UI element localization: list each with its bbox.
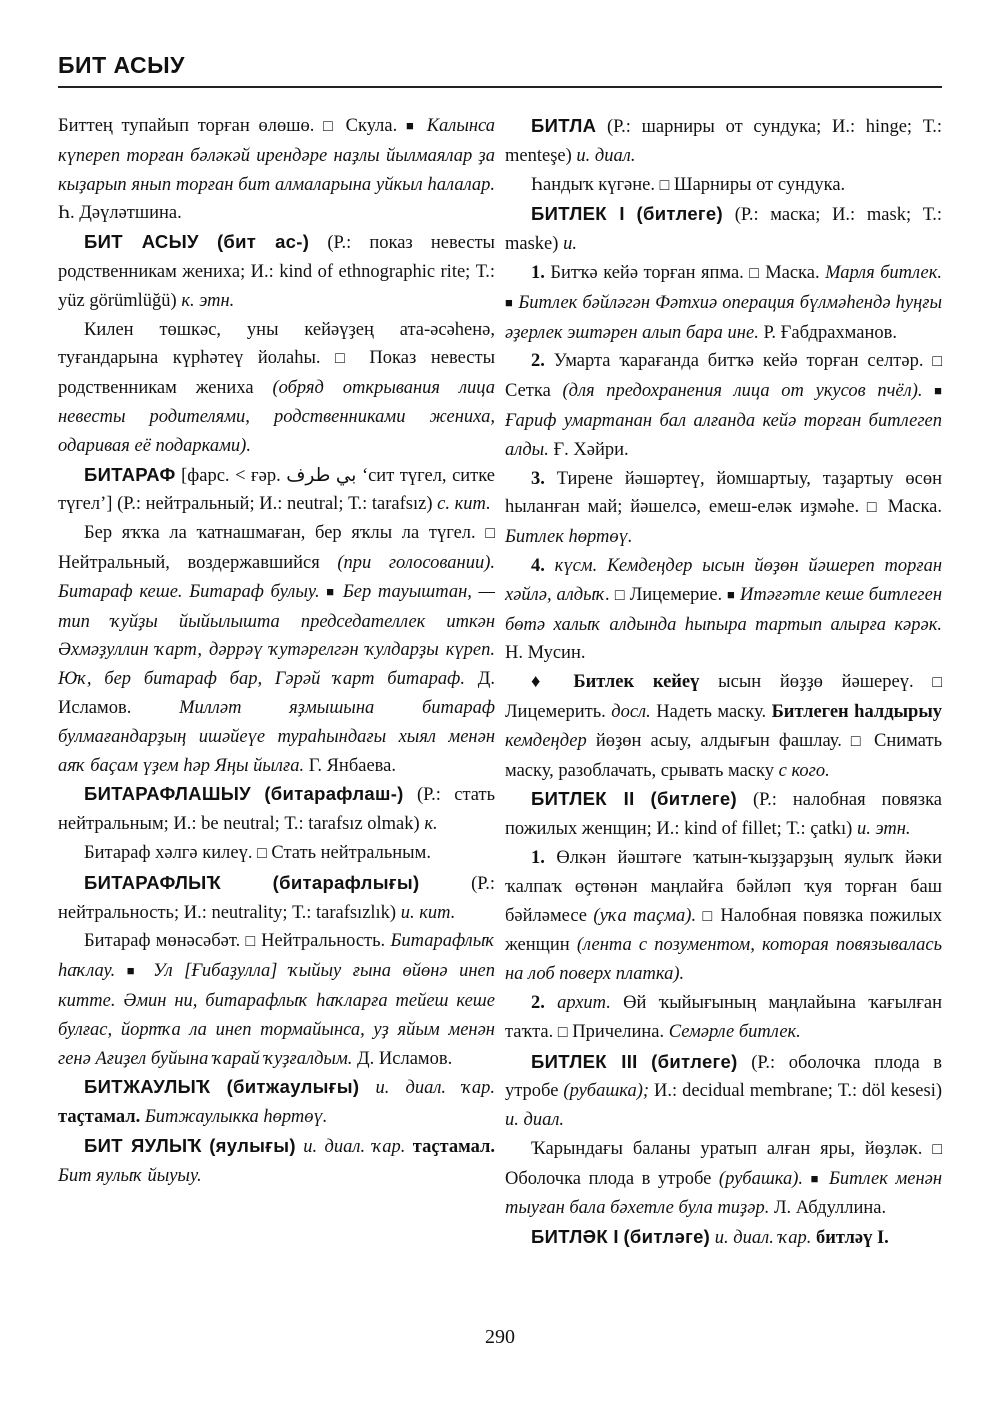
entry-bitaraf: БИТАРАФ [фарс. < ғәр. بي طرف ‘сит түгел, ситке түгел’] (Р.: нейтральный; И.: neutral; Т.: tarafsız) с. кит. [58,463,496,515]
ru-square-icon [932,1139,942,1159]
definition: Ҡарындағы баланы уратып алған яры, йөҙләк. □ Оболочка плода в утробе (рубашка). ■ Битлек менән тыуған бала бәхетле була тиҙәр. Л. Абдуллина. [505,1135,942,1223]
headword: БИТЛЕК III [531,1050,638,1072]
definition: Битараф хәлгә килеү. □ Стать нейтральным. [58,839,495,869]
ru-square-icon [485,523,495,543]
definition: Бер яҡҡа ла ҡатнашмаған, бер яҡлы ла түгел. □ Нейтральный, воздержавшийся (при голосовании). Битараф кеше. Битараф булыу. ■ Бер тауыштан, — тип ҡуйҙы йыйылышта председателлек иткән Әхмәҙуллин ҡарт, дәррәү ҡутәрелгән ҡулдарҙы күреп. Юҡ, бер битараф бар, Гәрәй ҡарт битараф. Д. Исламов. Милләт яҙмышына битараф булмағандарҙың ишәйеүе тураһындағы хыял менән аяҡ баҫам үҙем һәр Яңы йылға. Г. Янбаева. [58,519,495,780]
ru-square-icon [932,672,942,692]
example-square-icon [727,585,735,605]
sense: 2. Умарта ҡарағанда битҡә кейә торған селтәр. □ Сетка (для предохранения лица от укусов пчёл). ■ Ғариф умартанан бал алғанда кейә торған битлегеп алды. Ғ. Хәйри. [505,347,942,464]
headword: БИТАРАФЛЫҠ [84,871,221,893]
arabic-etymon: بي طرف [286,465,357,486]
headword: БИТЖАУЛЫҠ [84,1076,211,1098]
ru-square-icon [749,263,759,283]
entry-bitla: БИТЛА (Р.: шарниры от сундука; И.: hinge; Т.: menteşe) и. диал. [505,115,942,166]
ru-square-icon [660,175,670,195]
header-title: БИТ АСЫУ [58,52,185,78]
sense: 3. Тирене йәшәртеү, йомшартыу, таҙартыу өсөн һыланған май; йәшелсә, емеш-еләк иҙмәһе. □ Маска. Битлек һөртөү. [505,465,942,552]
entry-bitaraflashyu: БИТАРАФЛАШЫУ (битарафлаш-) (Р.: стать нейтральным; И.: be neutral; Т.: tarafsız olmak) к. [58,783,496,835]
ru-square-icon [323,116,337,136]
ru-square-icon [867,497,880,517]
entry-bitaraflyk: БИТАРАФЛЫҠ (битарафлығы) (Р.: нейтральность; И.: neutrality; Т.: tarafsızlık) и. кит. [58,871,495,923]
ru-square-icon [558,1022,568,1042]
page-number: 290 [485,1326,515,1348]
ru-square-icon [257,843,267,863]
example-square-icon [934,381,942,401]
right-column [505,112,942,1253]
left-column [58,112,495,1190]
definition: Килен төшкәс, уны кейәүҙең ата-әсәһенә, туғандарына күрһәтеү йолаһы. □ Показ невесты родственникам жениха (обряд открывания лица невесты родителями, родственниками жениха, одаривая её подарками). [58,316,495,461]
entry-bitlek-2: БИТЛЕК II (битлеге) (Р.: налобная повязка пожилых женщин; И.: kind of fillet; Т.: çatkı) и. этн. [505,788,943,840]
entry-bitlek-1: БИТЛЕК I (битлеге) (Р.: маска; И.: mask; Т.: maske) и. [505,203,943,255]
ru-square-icon [851,731,865,751]
entry-bit-asyu: БИТ АСЫУ (бит ас-) (Р.: показ невесты родственникам жениха; И.: kind of ethnographic rite; Т.: yüz görümlüğü) к. этн. [58,231,495,311]
running-header [58,52,942,79]
sense: 1. Битҡә кейә торған япма. □ Маска. Марля битлек. ■ Битлек бәйләгән Фәтхиә операция бүлмәһендә һуңғы әҙерлек эштәрен алып бара ине. Р. Ғабдрахманов. [505,259,942,347]
ru-square-icon [335,348,355,368]
sense: 1. Өлкән йәштәге ҡатын-ҡыҙҙарҙың яулыҡ йәки ҡалпаҡ өҫтөнән маңлайға бәйләп ҡуя торған баш бәйләмесе (уҡа таҫма). □ Налобная повязка пожилых женщин (лента с позументом, которая повязывалась на лоб поверх платка). [505,844,942,989]
headword: БИТАРАФ [84,463,176,485]
example-square-icon [127,961,142,981]
example-square-icon [505,293,513,313]
ru-square-icon [246,931,256,951]
entry-bitlek-3: БИТЛЕК III (битлеге) (Р.: оболочка плода в утробе (рубашка); И.: decidual membrane; Т.: döl kesesi) и. диал. [505,1050,943,1131]
headword: БИТЛЕК II [531,788,635,810]
ru-square-icon [932,351,942,371]
headword: БИТ АСЫУ [84,231,199,253]
example-text: Калынса күпереп торған бәләкәй ирендәре наҙлы йылмаялар ҙа кыҙарып янып торған бит алмаларына уйкыл һалалар. [58,116,496,195]
entry-bitzhaulyk: БИТЖАУЛЫҠ (битжаулығы) и. диал. ҡар. таҫтамал. Битжаулыкка һөртөү. [58,1076,496,1128]
sense: 2. архит. Өй ҡыйығының маңлайына ҡағылған таҡта. □ Причелина. Семәрле битлек. [505,989,942,1048]
headword: БИТЛА [531,115,597,136]
entry-bitlak-1: БИТЛӘК I (битләге) и. диал. ҡар. битләү I. [531,1226,889,1249]
header-rule [58,86,942,88]
example-source: Һ. Дәүләтшина. [58,203,182,224]
phraseology: ♦ Битлек кейеү ысын йөҙҙө йәшереү. □ Лицемерить. досл. Надеть маску. Битлеген һалдырыу кемдеңдер йөҙөн асыу, алдығын фашлау. □ Снимать маску, разоблачать, срывать маску с кого. [505,668,942,785]
example-square-icon [406,116,418,136]
diamond-icon [531,672,555,692]
definition: Битараф мөнәсәбәт. □ Нейтральность. Битарафлыҡ һаҡлау. ■ Ул [Ғибаҙулла] ҡыйыу ғына өйөнә инеп китте. Әмин ни, битарафлыҡ һаҡларға тейеш кеше булғас, йортҡа ла инеп тормайынса, уҙ яйым менән генә Ағиҙел буйына ҡарай ҡуҙғалдым. Д. Исламов. [58,927,495,1073]
ru-square-icon [702,906,713,926]
entry-bit-yaulyk: БИТ ЯУЛЫҠ (яулығы) и. диал. ҡар. таҫтамал. Бит яулыҡ йыуыу. [58,1134,495,1186]
example-square-icon [326,582,336,602]
definition: Һандыҡ күгәне. □ Шарниры от сундука. [505,171,942,201]
headword: БИТЛЕК I [531,203,625,225]
headword: БИТАРАФЛАШЫУ [84,783,251,805]
headword: БИТЛӘК I [531,1226,619,1248]
sense: 4. күсм. Кемдеңдер ысын йөҙөн йәшереп торған хәйлә, алдыҡ. □ Лицемерие. ■ Итәғәтле кеше битлеген бөтә халыҡ алдында һыпыра тартып алырға кәрәк. Н. Мусин. [505,552,942,668]
ru-square-icon [615,585,625,605]
entry-continuation: Биттең тупайып торған өлөшө. □ Скула. ■ Калынса күпереп торған бәләкәй ирендәре наҙлы йылмаялар ҙа кыҙарып янып торған бит алмаларына уйкыл һалалар. Һ. Дәүләтшина. [58,112,495,228]
gloss: (Р.: показ невесты родственникам жениха; И.: kind of ethnographic rite; Т.: yüz görümlüğü) [58,233,495,311]
example-square-icon [811,1169,822,1189]
headword: БИТ ЯУЛЫҠ [84,1134,202,1156]
